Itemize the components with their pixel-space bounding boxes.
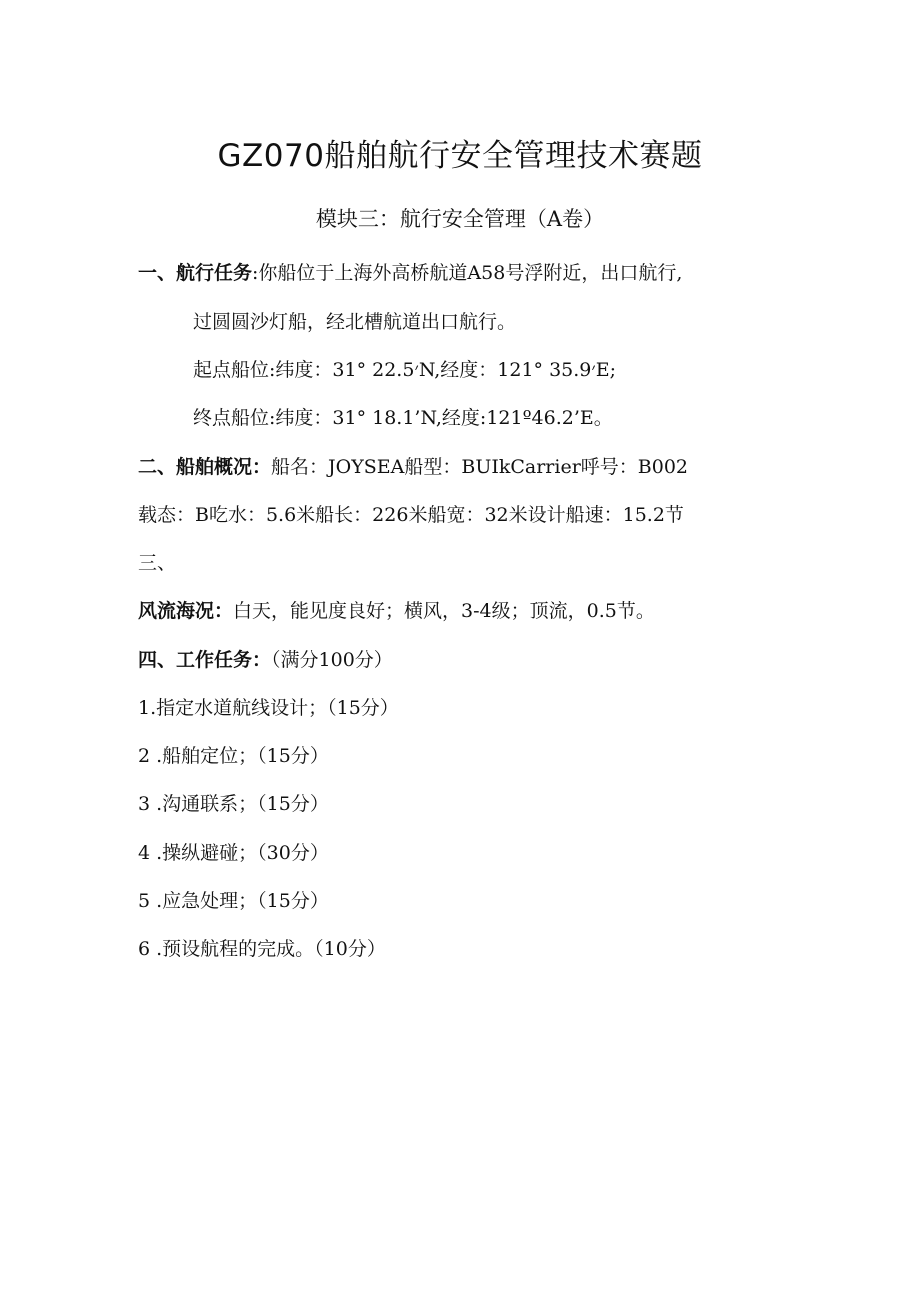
section2-heading: 二、船舶概况： bbox=[138, 456, 272, 478]
total-score: （满分100分） bbox=[271, 649, 393, 671]
task-item-1: 1.指定水道航线设计；（15分） bbox=[138, 697, 399, 719]
section3-heading: 风流海况： bbox=[138, 600, 234, 622]
start-position: 起点船位:纬度：31° 22.5׳N,经度：121° 35.9׳E; bbox=[193, 359, 617, 381]
section1-line1 bbox=[138, 260, 682, 286]
ship-info: 船名：JOYSEA船型：BUIkCarrier呼号：B002 bbox=[271, 456, 689, 478]
section1-text: :你船位于上海外高桥航道A58号浮附近，出口航行, bbox=[252, 262, 683, 284]
task-item-5: 5 .应急处理；（15分） bbox=[138, 890, 329, 912]
document-subtitle: 模块三：航行安全管理（A卷） bbox=[315, 207, 605, 231]
section4-line bbox=[138, 647, 393, 673]
ship-dimensions: 载态：B吃水：5.6米船长：226米船宽：32米设计船速：15.2节 bbox=[138, 504, 684, 526]
document-title: GZ070船舶航行安全管理技术赛题 bbox=[217, 138, 703, 174]
weather-conditions: 白天，能见度良好；横风，3-4级；顶流，0.5节。 bbox=[233, 600, 655, 622]
section1-line2: 过圆圆沙灯船，经北槽航道出口航行。 bbox=[193, 311, 517, 333]
end-position: 终点船位:纬度：31° 18.1’N,经度:121º46.2’E。 bbox=[193, 407, 613, 429]
task-item-2: 2 .船舶定位；（15分） bbox=[138, 745, 329, 767]
section3-line bbox=[138, 598, 655, 624]
task-item-4: 4 .操纵避碰；（30分） bbox=[138, 842, 329, 864]
task-item-6: 6 .预设航程的完成。（10分） bbox=[138, 938, 386, 960]
section1-heading: 一、航行任务 bbox=[138, 262, 253, 284]
section3-prefix: 三、 bbox=[138, 552, 177, 574]
section2-line1 bbox=[138, 454, 688, 480]
task-item-3: 3 .沟通联系；（15分） bbox=[138, 793, 329, 815]
section4-heading: 四、工作任务： bbox=[138, 649, 272, 671]
